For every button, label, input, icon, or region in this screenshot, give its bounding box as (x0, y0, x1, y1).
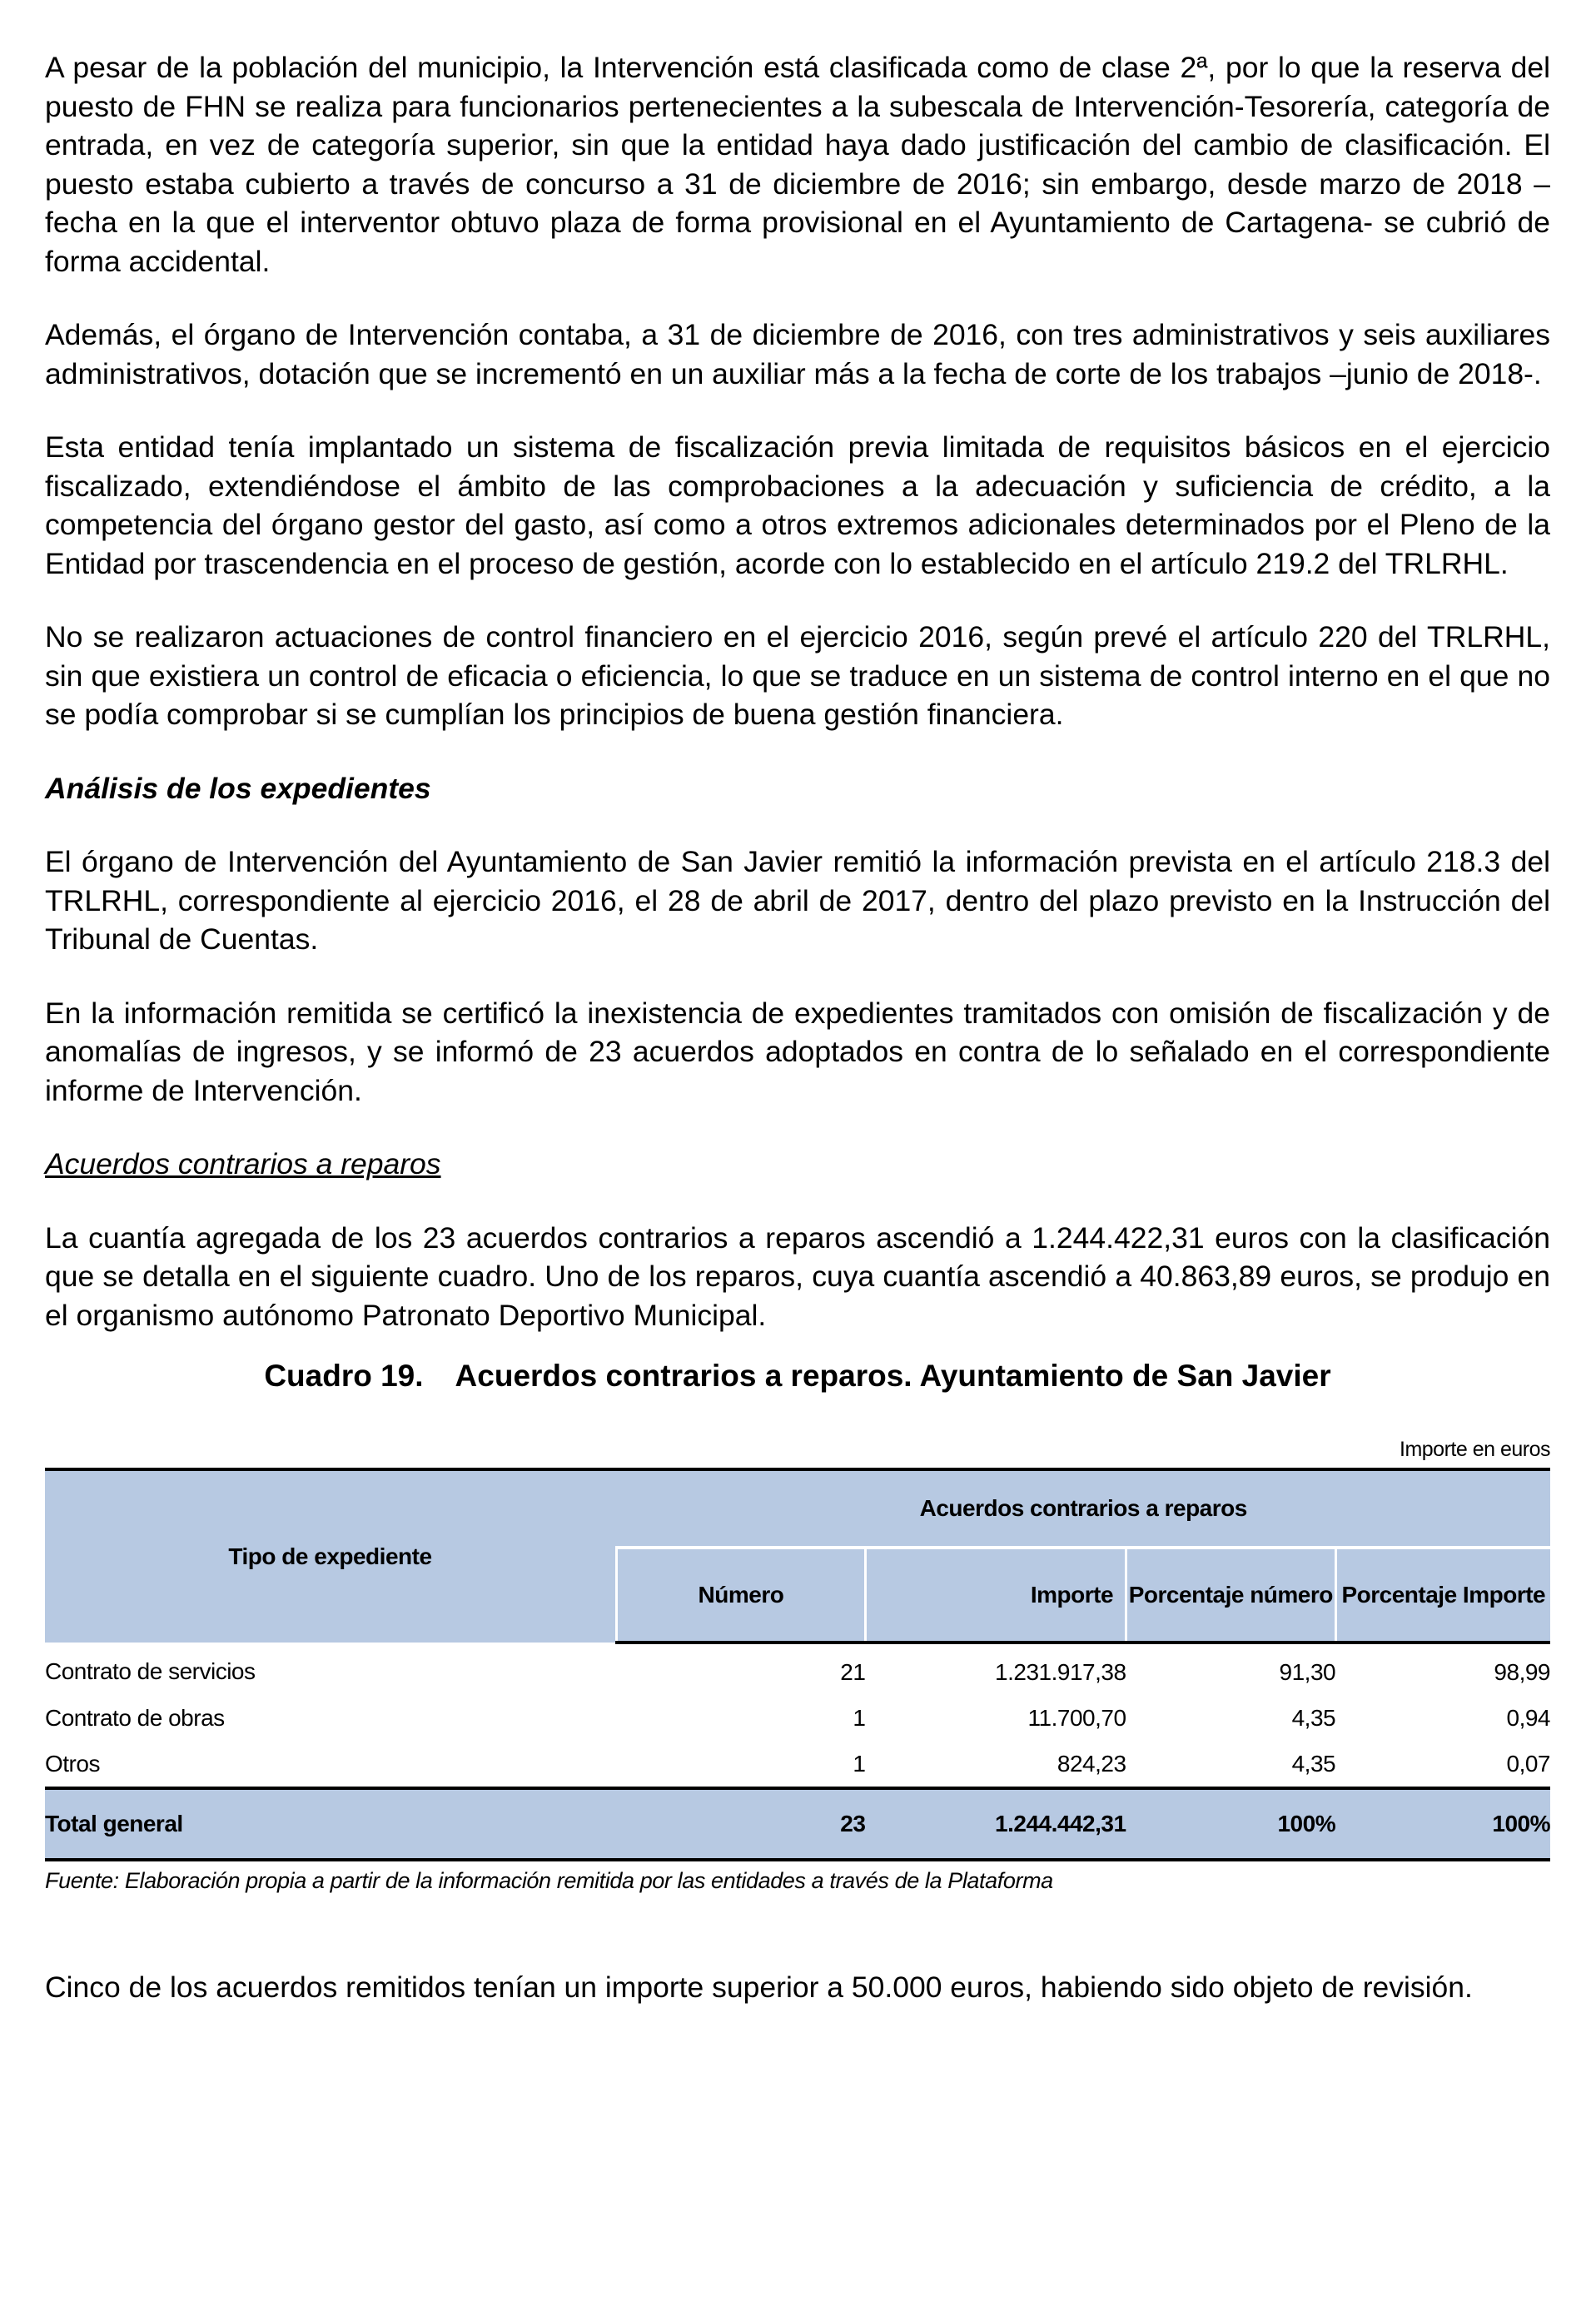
table-row (45, 1741, 1550, 1788)
cell-pct-importe: 98,99 (1494, 1658, 1550, 1685)
cell-importe: 11.700,70 (1027, 1704, 1126, 1731)
header-importe: Importe (865, 1548, 1126, 1643)
paragraph-fiscalizacion-previa: Esta entidad tenía implantado un sistema de fiscalización previa limitada de requisitos básicos en el ejercicio fiscalizado, extendiéndose el ámbito de las comprobaciones a la adecuación y suficiencia de crédito, a la competencia del órgano gestor del gasto, así como a otros extremos adicionales determinados por el Pleno de la Entidad por trascendencia en el proceso de gestión, acorde con lo establecido en el artículo 219.2 del TRLRHL. (45, 430, 1550, 580)
cell-tipo: Contrato de servicios (45, 1657, 256, 1684)
cell-total-pct-numero: 100% (1126, 1788, 1336, 1860)
cell-pct-importe: 0,94 (1506, 1704, 1550, 1731)
cell-numero: 1 (853, 1750, 866, 1777)
header-porcentaje-numero: Porcentaje número (1126, 1548, 1336, 1643)
table-caption (45, 1356, 1550, 1396)
section-heading-analisis: Análisis de los expedientes (45, 771, 431, 805)
acuerdos-table (45, 1468, 1550, 1861)
paragraph-informacion-remitida: En la información remitida se certificó la inexistencia de expedientes tramitados con omisión de fiscalización y de anomalías de ingresos, y se informó de 23 acuerdos adoptados en contra de lo señalado en el correspondiente informe de Intervención. (45, 996, 1550, 1107)
paragraph-clasificacion-intervencion: A pesar de la población del municipio, la Intervención está clasificada como de clase 2ª, por lo que la reserva del puesto de FHN se realiza para funcionarios pertenecientes a la subescala de Intervención-Tesorería, categoría de entrada, en vez de categoría superior, sin que la entidad haya dado justificación del cambio de clasificación. El puesto estaba cubierto a través de concurso a 31 de diciembre de 2016; sin embargo, desde marzo de 2018 –fecha en la que el interventor obtuvo plaza de forma provisional en el Ayuntamiento de Cartagena- se cubrió de forma accidental. (45, 51, 1550, 278)
header-acuerdos-group: Acuerdos contrarios a reparos (616, 1469, 1550, 1548)
table-row (45, 1695, 1550, 1741)
header-porcentaje-importe: Porcentaje Importe (1335, 1548, 1550, 1643)
cell-numero: 1 (853, 1704, 866, 1731)
cell-pct-numero: 4,35 (1291, 1750, 1336, 1777)
cell-importe: 824,23 (1057, 1750, 1126, 1777)
cell-pct-numero: 91,30 (1279, 1658, 1336, 1685)
cell-pct-numero: 4,35 (1291, 1704, 1336, 1731)
cell-numero: 21 (840, 1658, 866, 1685)
cell-tipo: Otros (45, 1750, 100, 1777)
paragraph-control-financiero: No se realizaron actuaciones de control financiero en el ejercicio 2016, según prevé el artículo 220 del TRLRHL, sin que existiera un control de eficacia o eficiencia, lo que se traduce en un sistema de control interno en el que no se podía comprobar si se cumplían los principios de buena gestión financiera. (45, 620, 1550, 731)
cell-pct-importe: 0,07 (1506, 1750, 1550, 1777)
paragraph-acuerdos-revisados: Cinco de los acuerdos remitidos tenían un importe superior a 50.000 euros, habiendo sido objeto de revisión. (45, 1971, 1473, 2004)
cell-total-importe: 1.244.442,31 (865, 1788, 1126, 1860)
header-tipo-expediente: Tipo de expediente (45, 1469, 616, 1643)
paragraph-dotacion-personal: Además, el órgano de Intervención contaba, a 31 de diciembre de 2016, con tres administrativos y seis auxiliares administrativos, dotación que se incrementó en un auxiliar más a la fecha de corte de los trabajos –junio de 2018-. (45, 318, 1550, 390)
subsection-heading-acuerdos: Acuerdos contrarios a reparos (45, 1147, 441, 1180)
document-page (45, 48, 1550, 2042)
paragraph-remision-informacion: El órgano de Intervención del Ayuntamiento de San Javier remitió la información prevista en el artículo 218.3 del TRLRHL, correspondiente al ejercicio 2016, el 28 de abril de 2017, dentro del plazo previsto en la Instrucción del Tribunal de Cuentas. (45, 845, 1550, 956)
cell-importe: 1.231.917,38 (995, 1658, 1126, 1685)
table-row (45, 1643, 1550, 1695)
table-total-row (45, 1788, 1550, 1860)
cell-total-numero: 23 (616, 1788, 865, 1860)
cell-tipo: Contrato de obras (45, 1704, 225, 1731)
header-numero: Número (616, 1548, 865, 1643)
cell-total-label: Total general (45, 1788, 616, 1860)
table-units-note: Importe en euros (1400, 1438, 1550, 1461)
table-caption-number: Cuadro 19. (264, 1359, 424, 1393)
cell-total-pct-importe: 100% (1335, 1788, 1550, 1860)
paragraph-cuantia-agregada: La cuantía agregada de los 23 acuerdos contrarios a reparos ascendió a 1.244.422,31 euros con la clasificación que se detalla en el siguiente cuadro. Uno de los reparos, cuya cuantía ascendió a 40.863,89 euros, se produjo en el organismo autónomo Patronato Deportivo Municipal. (45, 1220, 1550, 1332)
table-caption-title: Acuerdos contrarios a reparos. Ayuntamiento de San Javier (455, 1359, 1331, 1393)
table-source-note: Fuente: Elaboración propia a partir de la información remitida por las entidades a través de la Plataforma (45, 1868, 1053, 1893)
